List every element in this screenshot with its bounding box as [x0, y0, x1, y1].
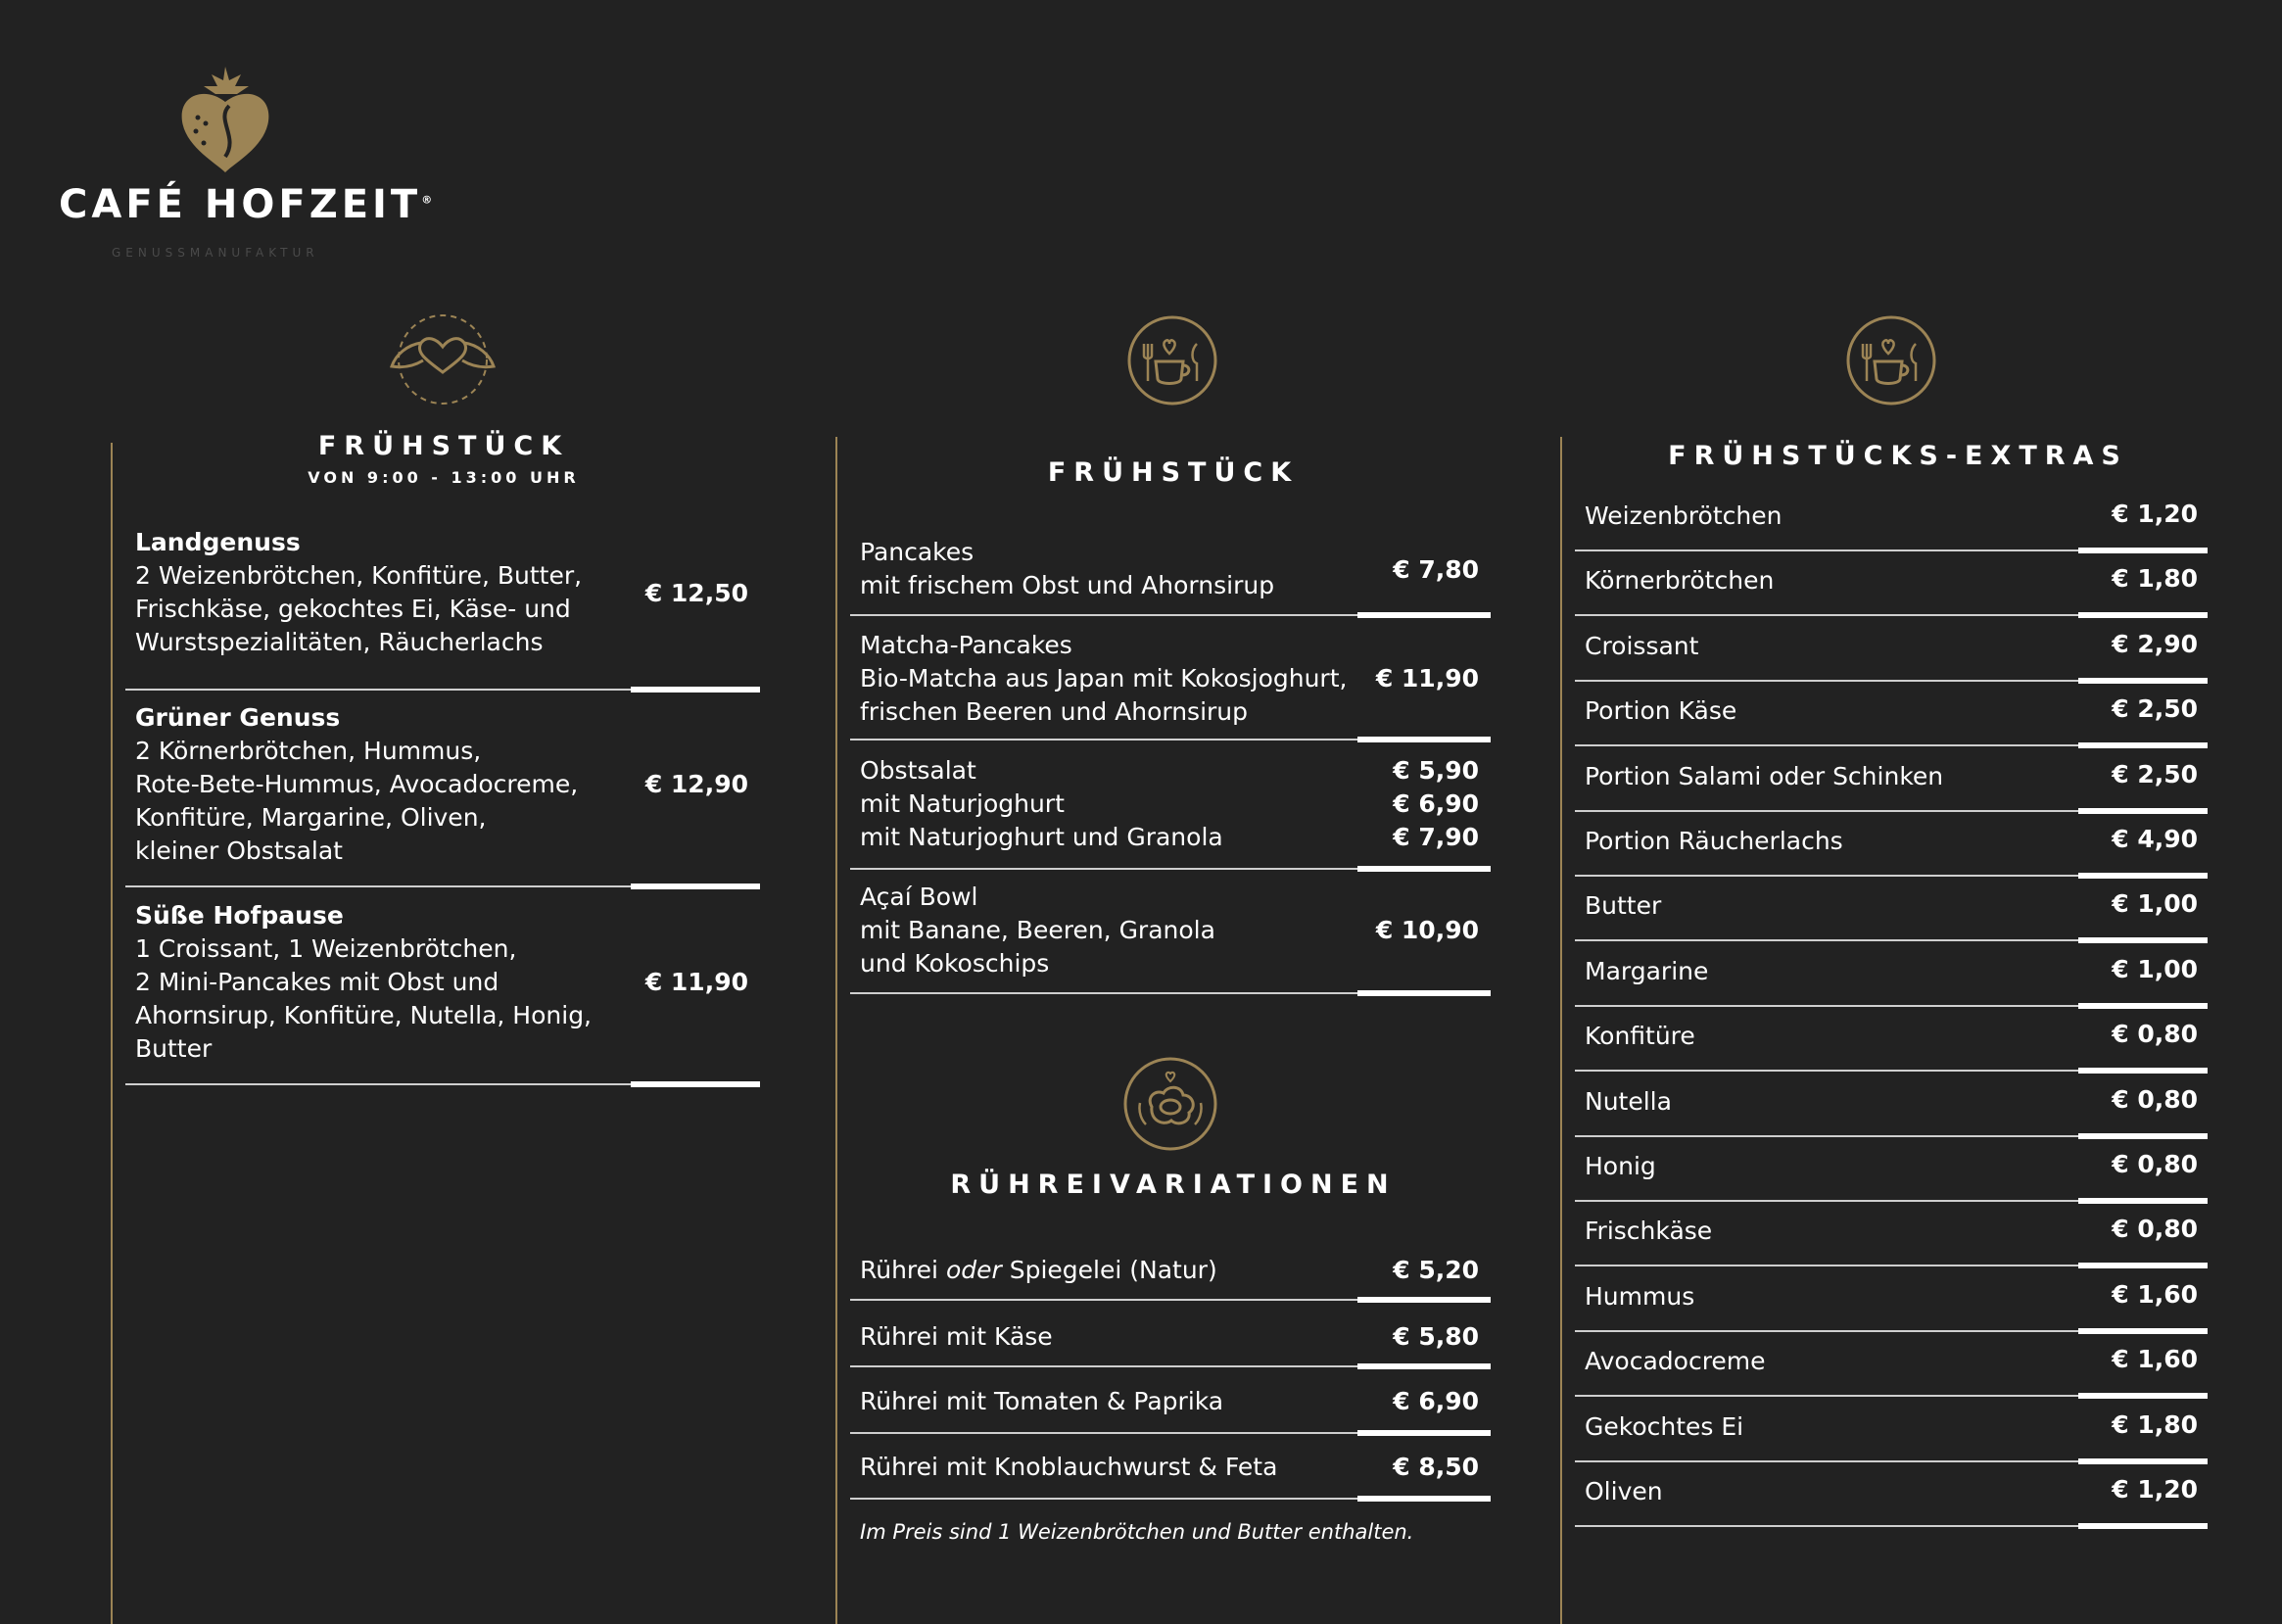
extras-item	[1575, 1266, 2208, 1332]
egg-item-tomaten-paprika	[850, 1367, 1491, 1434]
item-desc-line: Konfitüre, Margarine, Oliven,	[135, 803, 487, 832]
item-name: Obstsalat	[860, 756, 976, 785]
item-desc-line: Frischkäse, gekochtes Ei, Käse- und	[135, 595, 571, 623]
brand-name	[59, 182, 433, 227]
extras-item-price: € 1,60	[2112, 1279, 2198, 1309]
extras-item-price: € 1,60	[2112, 1345, 2198, 1374]
extras-item-price: € 1,80	[2112, 564, 2198, 594]
item-name: Rührei	[860, 1256, 946, 1284]
egg-item-knoblauchwurst-feta	[850, 1433, 1491, 1500]
item-desc-line: Rote-Bete-Hummus, Avocadocreme,	[135, 770, 579, 798]
col3-title: FRÜHSTÜCKS-EXTRAS	[1668, 441, 2128, 471]
extras-item-name: Portion Räucherlachs	[1585, 827, 1843, 855]
item-price: € 5,80	[1393, 1322, 1479, 1351]
extras-item	[1575, 811, 2208, 877]
menu-item-landgenuss	[125, 526, 760, 691]
item-price: € 6,90	[1393, 789, 1479, 818]
col2-title: FRÜHSTÜCK	[1047, 457, 1300, 488]
extras-item	[1575, 486, 2208, 551]
item-desc-line: Bio-Matcha aus Japan mit Kokosjoghurt,	[860, 664, 1348, 693]
extras-item-name: Butter	[1585, 891, 1662, 921]
item-desc-line: 2 Weizenbrötchen, Konfitüre, Butter,	[135, 561, 583, 590]
extras-item	[1575, 1006, 2208, 1072]
fried-egg-icon	[1122, 1056, 1218, 1152]
item-divider-accent	[1357, 737, 1491, 742]
item-name: Matcha-Pancakes	[860, 631, 1072, 659]
column-3-divider	[1560, 437, 1562, 1624]
item-divider-accent	[2078, 1523, 2208, 1529]
extras-item-price: € 2,90	[2112, 629, 2198, 658]
extras-item-name: Gekochtes Ei	[1585, 1411, 1744, 1441]
coffee-cup-cutlery-icon	[1126, 314, 1218, 406]
item-divider-accent	[1357, 1496, 1491, 1502]
menu-item-obstsalat	[850, 754, 1491, 870]
item-desc-line: 2 Mini-Pancakes mit Obst und	[135, 968, 499, 996]
coffee-cup-cutlery-icon	[1845, 314, 1937, 406]
menu-item-gruener-genuss	[125, 701, 760, 887]
item-desc-line: und Kokoschips	[860, 949, 1050, 978]
extras-item-price: € 1,20	[2112, 500, 2198, 528]
extras-item-name: Honig	[1585, 1152, 1656, 1180]
extras-item-price: € 2,50	[2112, 759, 2198, 788]
extras-item-name: Margarine	[1585, 956, 1709, 985]
extras-item	[1575, 681, 2208, 746]
egg-item-natur	[850, 1234, 1491, 1301]
extras-item	[1575, 550, 2208, 616]
column-1-divider	[111, 443, 113, 1624]
item-name-suffix: Spiegelei (Natur)	[1001, 1256, 1217, 1284]
item-name: Rührei mit Käse	[860, 1322, 1053, 1351]
extras-item	[1575, 746, 2208, 812]
brand-tagline: GENUSSMANUFAKTUR	[112, 246, 319, 260]
extras-item	[1575, 1072, 2208, 1137]
item-desc-line: frischen Beeren und Ahornsirup	[860, 697, 1249, 726]
registered-mark: ®	[421, 193, 433, 207]
extras-item-price: € 1,00	[2112, 954, 2198, 983]
item-name: Grüner Genuss	[135, 703, 341, 732]
item-name: Rührei mit Tomaten & Paprika	[860, 1387, 1224, 1415]
extras-item-name: Oliven	[1585, 1477, 1663, 1505]
extras-item	[1575, 876, 2208, 941]
eggs-note: Im Preis sind 1 Weizenbrötchen und Butter enthalten.	[860, 1520, 1414, 1544]
item-price: € 5,20	[1393, 1256, 1479, 1284]
extras-item-name: Weizenbrötchen	[1585, 502, 1783, 530]
item-desc-line: mit Naturjoghurt und Granola	[860, 823, 1223, 851]
extras-item-price: € 0,80	[2112, 1215, 2198, 1244]
item-price: € 5,90	[1393, 756, 1479, 785]
col1-title: FRÜHSTÜCK	[317, 431, 570, 461]
item-name: Pancakes	[860, 538, 975, 566]
item-desc-line: mit Banane, Beeren, Granola	[860, 916, 1215, 944]
item-divider-accent	[631, 1081, 760, 1087]
item-price: € 10,90	[1375, 916, 1479, 944]
item-divider-accent	[1357, 866, 1491, 872]
column-2-divider	[835, 437, 837, 1624]
extras-item-price: € 1,20	[2112, 1475, 2198, 1504]
col1-hours: VON 9:00 - 13:00 UHR	[308, 468, 580, 487]
item-desc-line: kleiner Obstsalat	[135, 836, 343, 865]
extras-item-name: Körnerbrötchen	[1585, 566, 1775, 596]
item-price: € 11,90	[644, 968, 748, 996]
item-price: € 12,50	[644, 579, 748, 607]
item-desc-line: mit Naturjoghurt	[860, 789, 1065, 818]
eggs-title: RÜHREIVARIATIONEN	[950, 1170, 1397, 1200]
extras-item-name: Avocadocreme	[1585, 1347, 1766, 1376]
item-price: € 11,90	[1375, 664, 1479, 693]
extras-item-name: Nutella	[1585, 1086, 1672, 1116]
menu-item-pancakes	[850, 536, 1491, 616]
item-divider-accent	[1357, 990, 1491, 996]
item-price: € 7,90	[1393, 823, 1479, 851]
extras-item	[1575, 616, 2208, 682]
item-desc-line: Ahornsirup, Konfitüre, Nutella, Honig,	[135, 1001, 593, 1029]
item-name: Landgenuss	[135, 528, 301, 556]
extras-item-price: € 4,90	[2112, 825, 2198, 853]
item-price: € 8,50	[1393, 1453, 1479, 1481]
brand-logo	[59, 63, 433, 268]
extras-item-price: € 0,80	[2112, 1150, 2198, 1178]
extras-item	[1575, 941, 2208, 1007]
strawberry-coffee-bean-icon	[176, 63, 274, 178]
menu-item-matcha-pancakes	[850, 629, 1491, 740]
item-divider-accent	[631, 884, 760, 889]
item-name-emphasis: oder	[945, 1256, 1002, 1284]
extras-item	[1575, 1461, 2208, 1527]
extras-item	[1575, 1201, 2208, 1266]
item-price: € 6,90	[1393, 1387, 1479, 1415]
extras-item	[1575, 1331, 2208, 1397]
item-price: € 12,90	[644, 770, 748, 798]
item-desc-line: 2 Körnerbrötchen, Hummus,	[135, 737, 482, 765]
item-divider-accent	[1357, 612, 1491, 618]
item-divider-accent	[631, 687, 760, 693]
extras-item	[1575, 1136, 2208, 1202]
extras-item	[1575, 1397, 2208, 1462]
extras-list	[1575, 486, 2208, 1534]
item-name: Süße Hofpause	[135, 901, 344, 930]
extras-item-price: € 1,80	[2112, 1409, 2198, 1439]
extras-item-price: € 0,80	[2112, 1020, 2198, 1049]
item-name: Açaí Bowl	[860, 883, 978, 911]
extras-item-name: Portion Salami oder Schinken	[1585, 761, 1944, 790]
extras-item-price: € 1,00	[2112, 889, 2198, 919]
egg-item-kaese	[850, 1301, 1491, 1367]
extras-item-price: € 0,80	[2112, 1084, 2198, 1114]
extras-item-name: Konfitüre	[1585, 1022, 1695, 1051]
extras-item-name: Croissant	[1585, 631, 1699, 660]
item-desc-line: Butter	[135, 1034, 213, 1063]
item-desc-line: Wurstspezialitäten, Räucherlachs	[135, 628, 544, 656]
extras-item-price: € 2,50	[2112, 694, 2198, 724]
extras-item-name: Portion Käse	[1585, 696, 1737, 726]
menu-item-acai-bowl	[850, 881, 1491, 994]
croissant-heart-icon	[386, 311, 499, 407]
extras-item-name: Hummus	[1585, 1281, 1695, 1311]
item-price: € 7,80	[1393, 555, 1479, 584]
menu-item-suesse-hofpause	[125, 899, 760, 1085]
item-desc-line: 1 Croissant, 1 Weizenbrötchen,	[135, 934, 517, 963]
extras-item-name: Frischkäse	[1585, 1217, 1713, 1246]
brand-name-text: CAFÉ HOFZEIT	[59, 182, 422, 227]
item-name: Rührei mit Knoblauchwurst & Feta	[860, 1453, 1278, 1481]
item-desc-line: mit frischem Obst und Ahornsirup	[860, 571, 1275, 599]
